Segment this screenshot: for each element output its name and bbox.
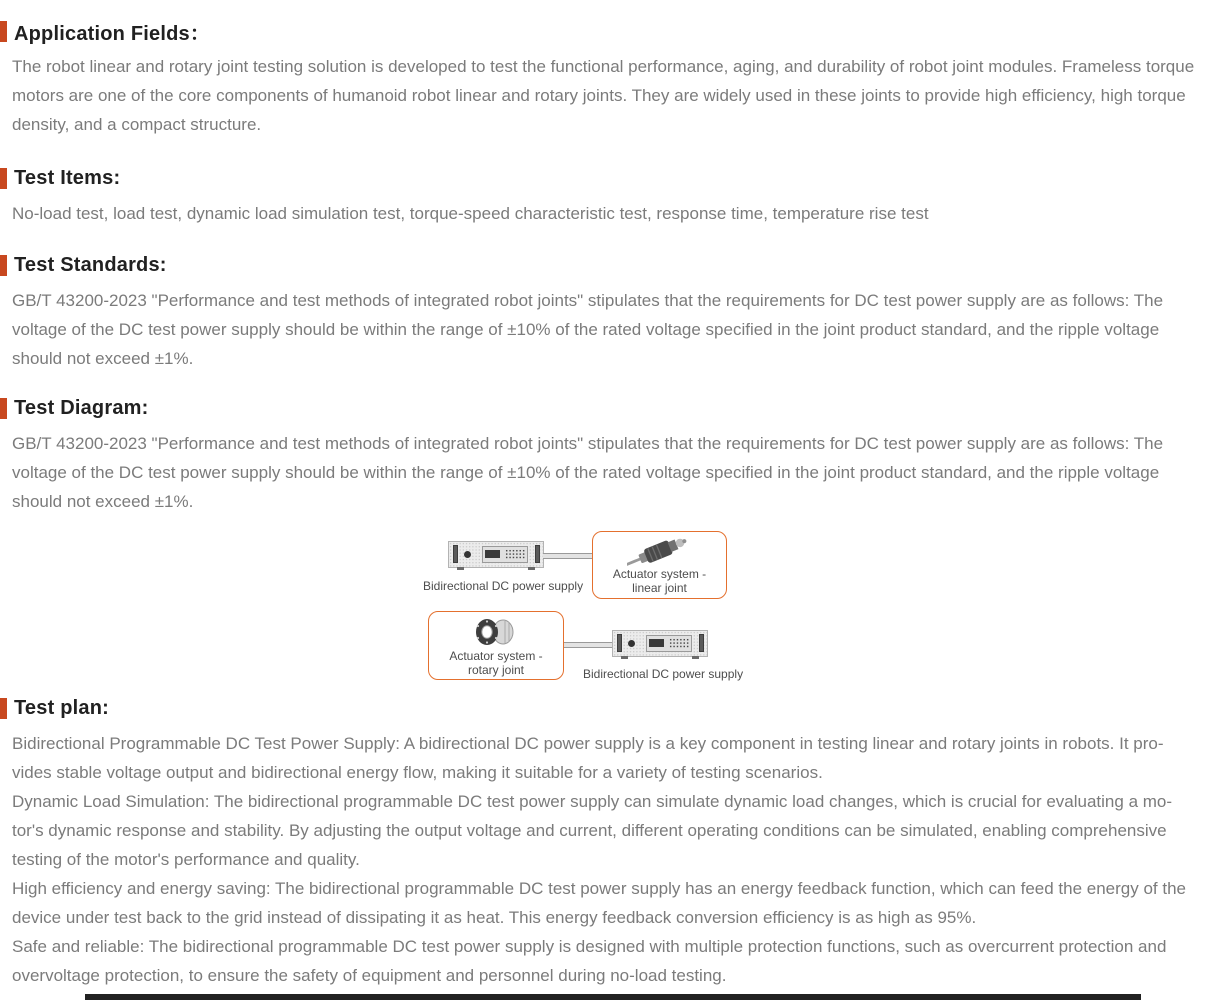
device-screen: [649, 639, 664, 647]
section-paragraph: [12, 286, 1221, 373]
device-vent-slot: [617, 634, 622, 652]
section-test-diagram: [0, 395, 1221, 516]
paragraph-line: GB/T 43200-2023 "Performance and test methods of integrated robot joints" stipulates that the requirements for DC test power supply are as follows: The: [12, 434, 1164, 453]
section-test-items: [0, 165, 1221, 228]
accent-bar: [0, 21, 7, 42]
paragraph-line: device under test back to the grid instead of dissipating it as heat. This energy feedback conversion efficiency is as high as 95%.: [12, 908, 977, 927]
paragraph-line: Safe and reliable: The bidirectional programmable DC test power supply is designed with multiple protection functions, such as overcurrent protection and: [12, 937, 1167, 956]
device-foot: [457, 567, 464, 570]
paragraph-line: should not exceed ±1%.: [12, 349, 194, 368]
paragraph-line: GB/T 43200-2023 "Performance and test methods of integrated robot joints" stipulates that the requirements for DC test power supply are as follows: The: [12, 291, 1164, 310]
paragraph-line: voltage of the DC test power supply should be within the range of ±10% of the rated voltage specified in the joint product standard, and the ripple voltage: [12, 320, 1160, 339]
paragraph-line: testing of the motor's performance and quality.: [12, 850, 360, 869]
section-title: Test Standards:: [14, 253, 167, 276]
actuator-box-label: Actuator system - rotary joint: [449, 649, 543, 677]
section-paragraph: [12, 729, 1221, 990]
section-title: Test Items:: [14, 166, 121, 189]
section-test-plan: [0, 695, 1221, 990]
accent-bar: [0, 168, 7, 189]
bottom-divider-bar: [85, 994, 1141, 1000]
device-foot: [528, 567, 535, 570]
paragraph-line: No-load test, load test, dynamic load simulation test, torque-speed characteristic test, response time, temperature rise test: [12, 204, 929, 223]
power-supply-image: [448, 541, 544, 568]
section-paragraph: [12, 429, 1221, 516]
connection-line: [543, 553, 592, 559]
paragraph-line: should not exceed ±1%.: [12, 492, 194, 511]
device-vent-slot: [535, 545, 540, 563]
device-keypad: [505, 549, 525, 560]
device-caption: Bidirectional DC power supply: [583, 667, 744, 681]
actuator-box-linear: [592, 531, 727, 599]
section-paragraph: [12, 52, 1221, 139]
paragraph-line: overvoltage protection, to ensure the safety of equipment and personnel during no-load testing.: [12, 966, 727, 985]
connection-line: [564, 642, 612, 648]
device-screen: [485, 550, 500, 558]
section-title: Application Fields：: [14, 22, 211, 45]
paragraph-line: motors are one of the core components of humanoid robot linear and rotary joints. They are widely used in these joints to provide high efficiency, high torque: [12, 86, 1186, 105]
linear-actuator-icon: [627, 536, 693, 566]
section-heading: [0, 165, 1221, 191]
paragraph-line: High efficiency and energy saving: The bidirectional programmable DC test power supply has an energy feedback function, which can feed the energy of the: [12, 879, 1187, 898]
device-vent-slot: [453, 545, 458, 563]
power-supply-image: [612, 630, 708, 657]
actuator-box-rotary: [428, 611, 564, 680]
accent-bar: [0, 255, 7, 276]
device-front-panel: [646, 635, 692, 652]
accent-bar: [0, 698, 7, 719]
paragraph-line: Bidirectional Programmable DC Test Power Supply: A bidirectional DC power supply is a key component in testing linear and rotary joints in robots. It pro-: [12, 734, 1164, 753]
paragraph-line: The robot linear and rotary joint testing solution is developed to test the functional performance, aging, and durability of robot joint modules. Frameless torque: [12, 57, 1195, 76]
paragraph-line: voltage of the DC test power supply should be within the range of ±10% of the rated voltage specified in the joint product standard, and the ripple voltage: [12, 463, 1160, 482]
device-vent-slot: [699, 634, 704, 652]
section-title: Test plan:: [14, 696, 109, 719]
device-knob: [628, 640, 635, 647]
paragraph-line: tor's dynamic response and stability. By adjusting the output voltage and current, different operating conditions can be simulated, enabling comprehensive: [12, 821, 1167, 840]
paragraph-line: Dynamic Load Simulation: The bidirectional programmable DC test power supply can simulate dynamic load changes, which is crucial for evaluating a mo-: [12, 792, 1173, 811]
section-heading: [0, 252, 1221, 278]
device-keypad: [669, 638, 689, 649]
section-title: Test Diagram:: [14, 396, 149, 419]
section-paragraph: [12, 199, 1221, 228]
device-foot: [621, 656, 628, 659]
section-heading: [0, 395, 1221, 421]
paragraph-line: vides stable voltage output and bidirectional energy flow, making it suitable for a variety of testing scenarios.: [12, 763, 823, 782]
rotary-joint-icon: [465, 616, 527, 648]
section-application-fields: [0, 18, 1221, 139]
section-heading: [0, 695, 1221, 721]
device-foot: [692, 656, 699, 659]
section-heading: [0, 18, 1221, 44]
accent-bar: [0, 398, 7, 419]
device-front-panel: [482, 546, 528, 563]
paragraph-line: density, and a compact structure.: [12, 115, 262, 134]
device-knob: [464, 551, 471, 558]
device-caption: Bidirectional DC power supply: [423, 579, 584, 593]
actuator-box-label: Actuator system - linear joint: [612, 567, 707, 595]
section-test-standards: [0, 252, 1221, 373]
